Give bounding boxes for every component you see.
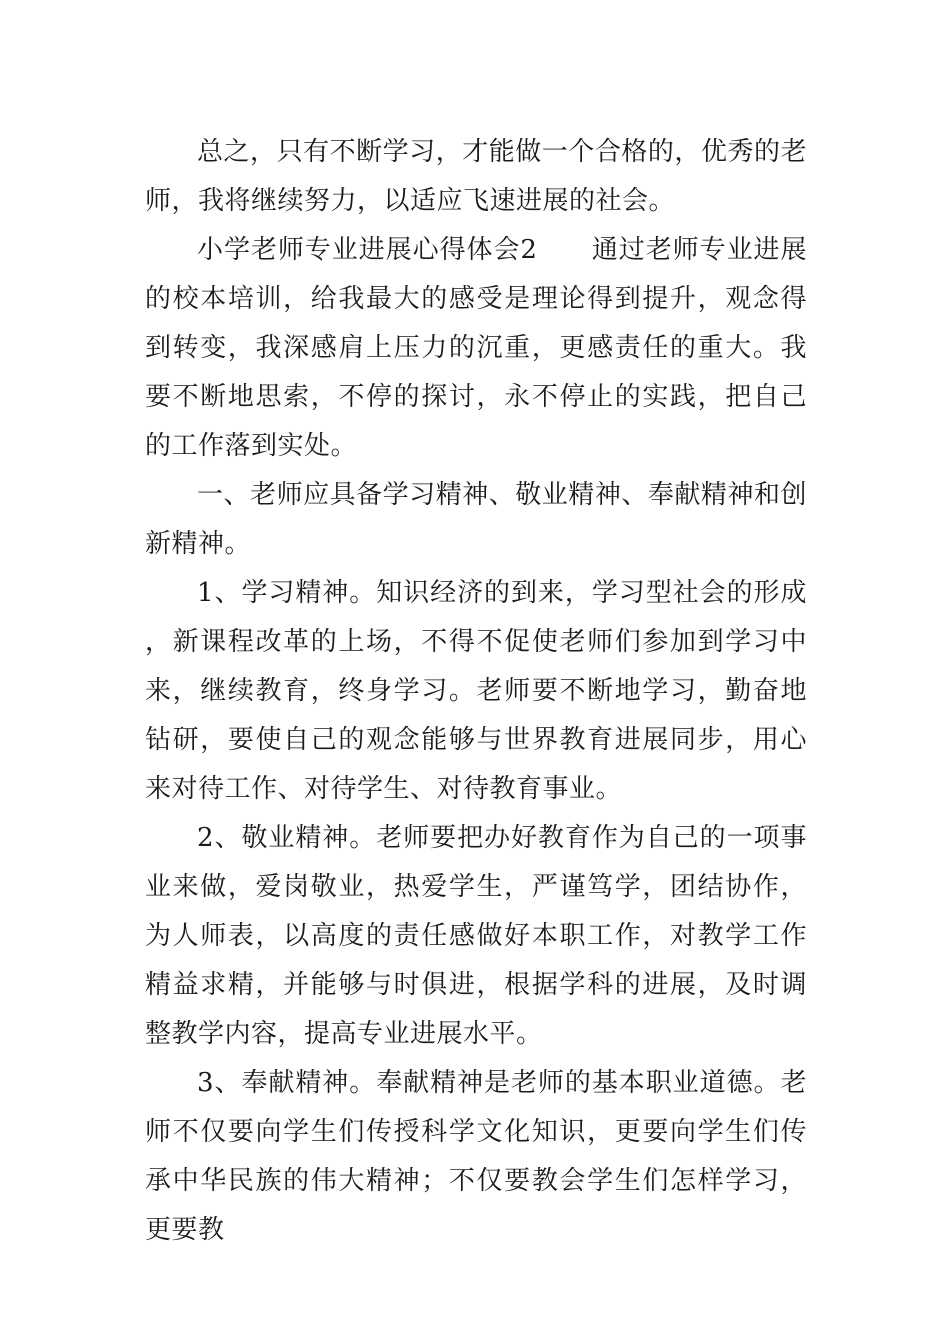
paragraph-learning-spirit: 1、学习精神。知识经济的到来，学习型社会的形成，新课程改革的上场，不得不促使老师们参加到学习中来，继续教育，终身学习。老师要不断地学习，勤奋地钻研，要使自己的观念能够与世界教育进展同步，用心来对待工作、对待学生、对待教育事业。 bbox=[145, 578, 807, 804]
paragraph-section-heading: 小学老师专业进展心得体会2 通过老师专业进展的校本培训，给我最大的感受是理论得到提升，观念得到转变，我深感肩上压力的沉重，更感责任的重大。我要不断地思索，不停的探讨，永不停止的实践，把自己的工作落到实处。 bbox=[145, 235, 807, 461]
paragraph-dedication-spirit: 2、敬业精神。老师要把办好教育作为自己的一项事业来做，爱岗敬业，热爱学生，严谨笃学，团结协作，为人师表，以高度的责任感做好本职工作，对教学工作精益求精，并能够与时俱进，根据学科的进展，及时调整教学内容，提高专业进展水平。 bbox=[145, 823, 807, 1049]
document-body bbox=[145, 128, 807, 1255]
paragraph-devotion-spirit: 3、奉献精神。奉献精神是老师的基本职业道德。老师不仅要向学生们传授科学文化知识，更要向学生们传承中华民族的伟大精神；不仅要教会学生们怎样学习，更要教 bbox=[145, 1068, 807, 1245]
paragraph-conclusion: 总之，只有不断学习，才能做一个合格的，优秀的老师，我将继续努力，以适应飞速进展的社会。 bbox=[145, 137, 807, 216]
paragraph-point-one: 一、老师应具备学习精神、敬业精神、奉献精神和创新精神。 bbox=[145, 480, 807, 559]
